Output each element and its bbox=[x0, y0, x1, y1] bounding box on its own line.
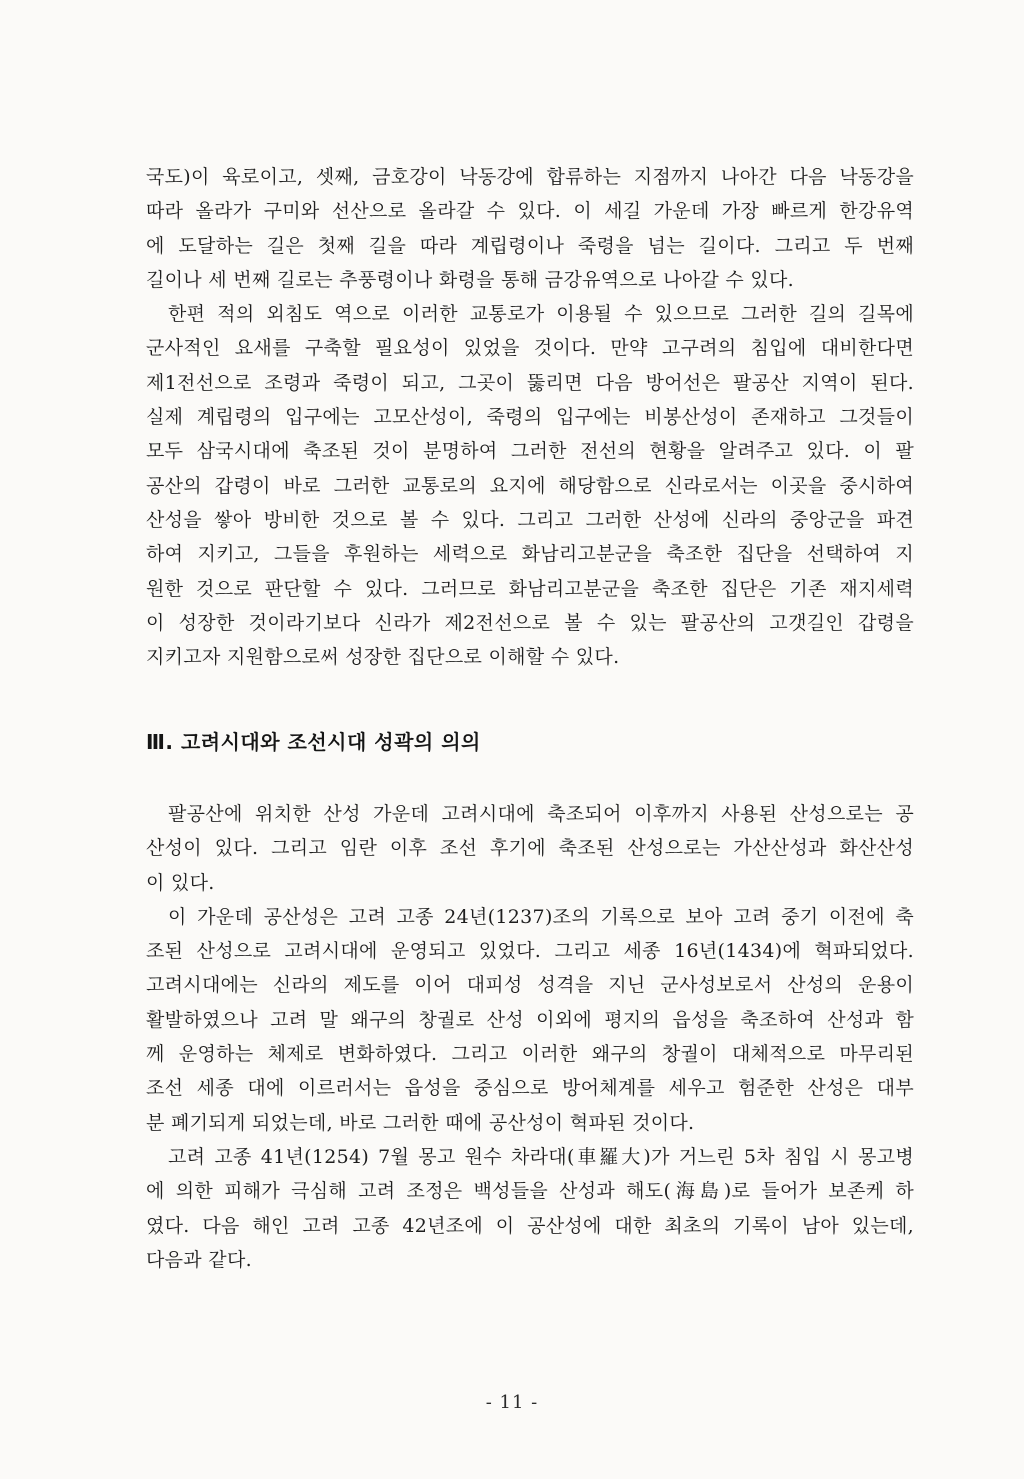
text-line: 제1전선으로 조령과 죽령이 되고, 그곳이 뚫리면 다음 방어선은 팔공산 지역이 된다. bbox=[146, 371, 914, 394]
text-line: 팔공산에 위치한 산성 가운데 고려시대에 축조되어 이후까지 사용된 산성으로는 공 bbox=[168, 803, 914, 825]
text-line: 군사적인 요새를 구축할 필요성이 있었을 것이다. 만약 고구려의 침입에 대비한다면 bbox=[146, 337, 914, 360]
text-line: 원한 것으로 판단할 수 있다. 그러므로 화남리고분군을 축조한 집단은 기존 재지세력 bbox=[146, 577, 914, 600]
text-line: 모두 삼국시대에 축조된 것이 분명하여 그러한 전선의 현황을 알려주고 있다. 이 팔 bbox=[146, 440, 914, 463]
text-line: 활발하였으나 고려 말 왜구의 창궐로 산성 이외에 평지의 읍성을 축조하여 산성과 함 bbox=[146, 1008, 914, 1031]
text-line: 산성을 쌓아 방비한 것으로 볼 수 있다. 그리고 그러한 산성에 신라의 중앙군을 파견 bbox=[146, 508, 914, 531]
text-line: 분 폐기되게 되었는데, 바로 그러한 때에 공산성이 혁파된 것이다. bbox=[146, 1111, 695, 1134]
page-number: - 11 - bbox=[485, 1392, 539, 1413]
text-line: 조선 세종 대에 이르러서는 읍성을 중심으로 방어체계를 세우고 험준한 산성은 대부 bbox=[146, 1077, 914, 1100]
text-line: 산성이 있다. 그리고 임란 이후 조선 후기에 축조된 산성으로는 가산산성과 화산산성 bbox=[146, 837, 914, 860]
text-line: 였다. 다음 해인 고려 고종 42년조에 이 공산성에 대한 최초의 기록이 남아 있는데, bbox=[146, 1214, 914, 1237]
text-line: 지키고자 지원함으로써 성장한 집단으로 이해할 수 있다. bbox=[146, 646, 620, 669]
text-line: 고려 고종 41년(1254) 7월 몽고 원수 차라대(車羅大)가 거느린 5차 침입 시 몽고병 bbox=[168, 1145, 914, 1168]
body-text-top bbox=[146, 160, 914, 674]
text-line: 국도)이 육로이고, 셋째, 금호강이 낙동강에 합류하는 지점까지 나아간 다음 낙동강을 bbox=[146, 166, 914, 188]
text-line: 공산의 갑령이 바로 그러한 교통로의 요지에 해당함으로 신라로서는 이곳을 중시하여 bbox=[146, 474, 914, 497]
section-heading: Ⅲ. 고려시대와 조선시대 성곽의 의의 bbox=[146, 730, 481, 754]
text-line: 이 가운데 공산성은 고려 고종 24년(1237)조의 기록으로 보아 고려 중기 이전에 축 bbox=[168, 905, 914, 928]
text-line: 조된 산성으로 고려시대에 운영되고 있었다. 그리고 세종 16년(1434)에 혁파되었다. bbox=[146, 940, 914, 963]
text-line: 이 있다. bbox=[146, 871, 215, 894]
text-line: 길이나 세 번째 길로는 추풍령이나 화령을 통해 금강유역으로 나아갈 수 있다. bbox=[146, 268, 795, 291]
text-line: 이 성장한 것이라기보다 신라가 제2전선으로 볼 수 있는 팔공산의 고갯길인 갑령을 bbox=[146, 611, 914, 634]
text-line: 실제 계립령의 입구에는 고모산성이, 죽령의 입구에는 비봉산성이 존재하고 그것들이 bbox=[146, 406, 914, 429]
text-line: 에 도달하는 길은 첫째 길을 따라 계립령이나 죽령을 넘는 길이다. 그리고 두 번째 bbox=[146, 234, 914, 257]
text-line: 한편 적의 외침도 역으로 이러한 교통로가 이용될 수 있으므로 그러한 길의 길목에 bbox=[168, 303, 914, 326]
text-line: 에 의한 피해가 극심해 고려 조정은 백성들을 산성과 해도(海島)로 들어가 보존케 하 bbox=[146, 1180, 914, 1203]
text-line: 따라 올라가 구미와 선산으로 올라갈 수 있다. 이 세길 가운데 가장 빠르게 한강유역 bbox=[146, 200, 914, 223]
text-line: 다음과 같다. bbox=[146, 1248, 252, 1271]
text-line: 고려시대에는 신라의 제도를 이어 대피성 성격을 지닌 군사성보로서 산성의 운용이 bbox=[146, 974, 914, 997]
text-line: 하여 지키고, 그들을 후원하는 세력으로 화남리고분군을 축조한 집단을 선택하여 지 bbox=[146, 543, 914, 566]
text-line: 께 운영하는 체제로 변화하였다. 그리고 이러한 왜구의 창궐이 대체적으로 마무리된 bbox=[146, 1043, 914, 1066]
body-text-bottom bbox=[146, 797, 914, 1277]
